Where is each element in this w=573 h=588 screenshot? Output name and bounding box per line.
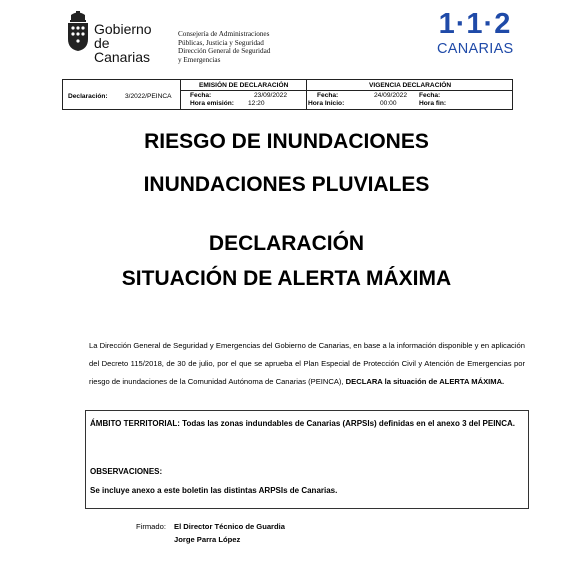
emision-fecha-value: 23/09/2022: [254, 92, 288, 99]
112-digits: 1·1·2: [438, 8, 512, 40]
firma-line2: Jorge Parra López: [174, 534, 241, 544]
paragraph-declara: DECLARA la situación de ALERTA MÁXIMA.: [345, 376, 505, 386]
consejeria-text: [178, 30, 270, 64]
emision-hora-value: 12:20: [248, 100, 265, 107]
vigencia-fecha-label: Fecha:: [317, 92, 339, 99]
vigencia-hora-inicio-value: 00:00: [380, 100, 397, 107]
firma-block: [136, 521, 285, 546]
ambito-observaciones-box: [85, 410, 529, 509]
declaracion-value: 3/2022/PEINCA: [125, 93, 172, 100]
coat-of-arms-icon: [66, 11, 90, 52]
table-divider: [180, 80, 181, 109]
emision-fecha-label: Fecha:: [190, 92, 212, 99]
consejeria-line: y Emergencias: [178, 55, 221, 64]
consejeria-line: Dirección General de Seguridad: [178, 47, 271, 56]
112-canarias-text: CANARIAS: [437, 41, 514, 57]
gobierno-line2: de Canarias: [94, 35, 151, 65]
firma-label: Firmado:: [136, 522, 166, 531]
consejeria-line: Consejería de Administraciones: [178, 30, 270, 38]
title-riesgo: RIESGO DE INUNDACIONES: [144, 130, 429, 153]
vigencia-fecha-value: 24/09/2022: [374, 92, 408, 99]
emision-header: EMISIÓN DE DECLARACIÓN: [199, 82, 289, 89]
table-divider: [180, 90, 512, 91]
vigencia-header: VIGENCIA DECLARACIÓN: [369, 82, 452, 89]
emision-hora-label: Hora emisión:: [190, 100, 234, 107]
fin-hora-label: Hora fin:: [419, 100, 447, 107]
gobierno-line1: Gobierno: [94, 21, 152, 37]
gobierno-name: [94, 22, 166, 64]
declaration-table: [62, 79, 513, 110]
title-situacion: SITUACIÓN DE ALERTA MÁXIMA: [121, 267, 452, 290]
112-canarias-logo: [437, 10, 513, 58]
vigencia-hora-inicio-label: Hora Inicio:: [308, 100, 345, 107]
body-paragraph: [89, 337, 525, 390]
fin-fecha-label: Fecha:: [419, 92, 441, 99]
title-inundaciones-pluviales: INUNDACIONES PLUVIALES: [143, 173, 430, 196]
firma-line1: El Director Técnico de Guardia: [174, 522, 285, 531]
table-divider: [306, 80, 307, 109]
consejeria-line: Públicas, Justicia y Seguridad: [178, 38, 264, 47]
observaciones-text: Se incluye anexo a este boletin las distintas ARPSIs de Canarias.: [90, 486, 338, 495]
gobierno-de-canarias-logo: [66, 10, 166, 65]
declaracion-label: Declaración:: [68, 93, 108, 100]
observaciones-label: OBSERVACIONES:: [90, 467, 163, 476]
paragraph-text: La Dirección General de Seguridad y Emergencias del Gobierno de Canarias, en base a la información disponible y en aplicación del Decreto 115/2018, de 30 de julio, por el que se aprueba el Plan Especial de Protección Civil y Atención de Emergencias por riesgo de inundaciones de la Comunidad Autónoma de Canarias (PEINCA),: [89, 341, 525, 386]
ambito-territorial: ÁMBITO TERRITORIAL: Todas las zonas indundables de Canarias (ARPSIs) definidas en el anexo 3 del PEINCA.: [90, 419, 515, 428]
title-declaracion: DECLARACIÓN: [208, 232, 365, 255]
